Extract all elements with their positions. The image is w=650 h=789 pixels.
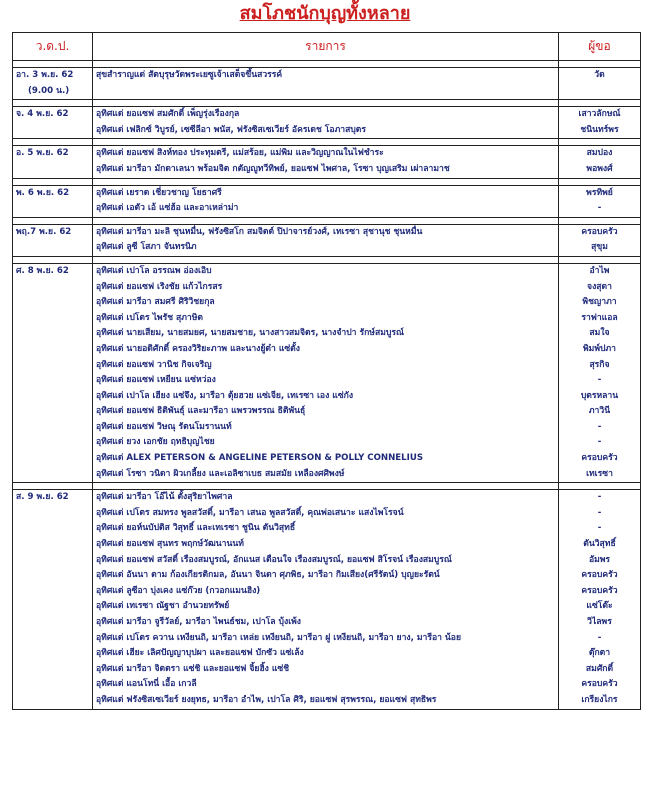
requester-name: วิไลพร [587, 617, 612, 627]
requester-name: - [597, 421, 602, 432]
items-cell [93, 185, 559, 217]
intention-line: อุทิศแด่ ยวง เอกชัย ฤทธิบุญไชย [96, 437, 215, 448]
requester-cell [559, 224, 641, 256]
date-text: พฤ.7 พ.ย. 62 [16, 226, 72, 237]
requester-name: - [597, 523, 602, 534]
header-items: รายการ [93, 33, 559, 61]
date-text: ศ. 8 พ.ย. 62 [16, 265, 69, 276]
intention-line: อุทิศแด่ ยอแซฟ วานิช กิจเจริญ [96, 359, 212, 370]
intention-line: อุทิศแด่ ยอแซฟ ธิติพันธุ์ และมารีอา แพรวพรรณ ธิติพันธุ์ [96, 406, 306, 417]
requester-name: ภาวินี [588, 406, 611, 417]
intention-line: อุทิศแด่ โรซา วนิดา ผิวเกลี้ยง และเอลิซาเบธ สมสมัย เหลืองศศิพงษ์ [96, 468, 345, 479]
spacer-cell [559, 178, 641, 185]
intention-line: อุทิศแด่ มารีอา จิตตรา แซ่ชิ และยอแซฟ จิ้ยฮิ้ง แซ่ชิ [96, 663, 290, 674]
items-cell [93, 224, 559, 256]
requester-name: สมศักดิ์ [585, 663, 614, 674]
intention-line: อุทิศแด่ ฟรังซิสเซเวียร์ ยงยุทธ, มารีอา อำไพ, เปาโล ศิริ, ยอแซฟ สุรพรรณ, ยอแซฟ สุทธิพร [96, 694, 437, 705]
table-row [13, 263, 641, 482]
date-cell [13, 263, 93, 482]
time-text: (9.00 น.) [28, 85, 70, 96]
intention-line: อุทิศแด่ เปโตร ไพรัช สุภาษิต [96, 312, 203, 323]
spacer-cell [13, 61, 93, 68]
intention-line: อุทิศแด่ อันนา ตาม ก้องเกียรติกมล, อันนา จินดา ศุภพิธ, มารีอา กิมเสียง(ศรีรัตน์) บุญยะรัตน์ [96, 570, 440, 581]
requester-cell [559, 146, 641, 178]
intention-line: อุทิศแด่ เปาโล อรรณพ อ่องเอิบ [96, 265, 212, 276]
intention-line: อุทิศแด่ เปโตร ควาน เหงียนถิ, มารีอา เหล่ย เหงียนถิ, มารีอา ฝู เหงียนถิ, มารีอา ยาง, มารีอา น้อย [96, 632, 462, 643]
intention-line: อุทิศแด่ มารีอา สมศรี ศิริวิชยกุล [96, 297, 215, 308]
intention-line: อุทิศแด่ ยอแซฟ สุนทร พฤกษ์วัฒนานนท์ [96, 539, 244, 550]
row-spacer [13, 217, 641, 224]
spacer-cell [559, 61, 641, 68]
row-spacer [13, 100, 641, 107]
requester-name: ครอบครัว [581, 679, 618, 690]
intention-line: อุทิศแด่ มารีอา จูรีวัลย์, มารีอา ไพนธ์ชม, เปาโล บุ้งเพ้ง [96, 617, 301, 627]
spacer-cell [13, 256, 93, 263]
items-cell [93, 107, 559, 139]
date-text: พ. 6 พ.ย. 62 [16, 187, 70, 198]
row-spacer [13, 178, 641, 185]
intention-line: อุทิศแด่ เปาโล เฮียง แซ่จึง, มารีอา ตุ้ยฮวย แซ่เจีย, เทเรซา เอง แซ่กัง [96, 390, 354, 401]
intention-line: อุทิศแด่ ยอแซฟ สิงห์ทอง ประทุมตรี, แม่สร้อย, แม่พิม และวิญญาณในไฟชำระ [96, 148, 384, 159]
intention-line: อุทิศแด่ ยอแซฟ วิษณุ รัตนโมรานนท์ [96, 421, 232, 432]
spacer-cell [559, 217, 641, 224]
intention-line: อุทิศแด่ ลูซี โสภา จันทรนิภ [96, 242, 197, 253]
requester-name: พอพงศ์ [586, 163, 613, 174]
intention-line: อุทิศแด่ มารีอา มะลิ ชุนหมื่น, ฟรังซิสโก สมจิตต์ ปิปาจารย์วงศ์, เทเรซา สุชานุช ชุนหมื่น [96, 226, 423, 237]
spacer-cell [93, 483, 559, 490]
intention-line: อุทิศแด่ ALEX PETERSON & ANGELINE PETERSON & POLLY CONNELIUS [96, 453, 424, 464]
header-row [13, 33, 641, 61]
requester-name: ครอบครัว [581, 570, 618, 581]
items-cell [93, 490, 559, 709]
spacer-cell [13, 178, 93, 185]
row-spacer [13, 256, 641, 263]
date-cell [13, 224, 93, 256]
intention-line: อุทิศแด่ นายอดิศักดิ์ ครองวิริยะภาพ และนางยู้ต๋า แซ่ตั้ง [96, 343, 300, 354]
spacer-cell [559, 139, 641, 146]
spacer-cell [559, 100, 641, 107]
requester-name: ราฟาแอล [581, 312, 618, 323]
table-row [13, 224, 641, 256]
intention-line: อุทิศแด่ ยอแซฟ เริงชัย แก้วไกรสร [96, 281, 223, 292]
intention-line: อุทิศแด่ เปโตร สมทรง พูลสวัสดิ์, มารีอา เสนอ พูลสวัสดิ์, คุณพ่อเสนาะ แสงไพโรจน์ [96, 507, 404, 518]
requester-cell [559, 107, 641, 139]
row-spacer [13, 61, 641, 68]
requester-name: ครอบครัว [581, 453, 618, 464]
intention-line: อุทิศแด่ ยอห์นบัปติส วิสุทธิ์ และเทเรซา ชูนิน ตันวิสุทธิ์ [96, 523, 296, 534]
requester-name: พิมพ์ปภา [583, 343, 616, 354]
table-row [13, 107, 641, 139]
requester-name: ครอบครัว [581, 226, 618, 237]
intention-line: อุทิศแด่ เฮียะ เลิศปัญญาบุปผา และยอแซฟ บักซัว แซ่เล้ง [96, 648, 304, 659]
spacer-cell [93, 217, 559, 224]
document-title: สมโภชนักบุญทั้งหลาย [239, 3, 411, 24]
intention-line: อุทิศแด่ ยอแซฟ สมศักดิ์ เพ็ญรุ่งเรืองกุล [96, 109, 240, 120]
requester-name: - [597, 203, 602, 214]
date-text: ส. 9 พ.ย. 62 [16, 492, 69, 503]
requester-name: สมใจ [589, 328, 610, 339]
date-cell [13, 185, 93, 217]
spacer-cell [13, 139, 93, 146]
requester-name: สุขุม [591, 242, 608, 253]
requester-name: - [597, 632, 602, 643]
table-row [13, 146, 641, 178]
intention-line: อุทิศแด่ เอตัว เอ้ แซ่ฮ้อ และอาเหล่าม่า [96, 203, 239, 214]
header-requester: ผู้ขอ [559, 33, 641, 61]
requester-name: เสาวลักษณ์ [578, 109, 621, 120]
date-cell [13, 490, 93, 709]
table-row [13, 68, 641, 100]
items-cell [93, 68, 559, 100]
requester-name: อัมพร [588, 554, 611, 565]
row-spacer [13, 483, 641, 490]
spacer-cell [13, 100, 93, 107]
intention-line: อุทิศแด่ มารีอา โอ๊ไน้ ตั้งสุริยาไพศาล [96, 492, 233, 503]
intentions-table [12, 32, 641, 710]
table-row [13, 490, 641, 709]
requester-name: - [597, 375, 602, 386]
intention-line: อุทิศแด่ ยอแซฟ เหยียน แซ่หว่อง [96, 375, 216, 386]
requester-name: สุรกิจ [589, 359, 610, 370]
requester-cell [559, 185, 641, 217]
requester-name: ตันวิสุทธิ์ [583, 539, 616, 550]
spacer-cell [93, 100, 559, 107]
requester-name: - [597, 507, 602, 518]
requester-cell [559, 490, 641, 709]
requester-name: แซ่โต๊ะ [586, 601, 613, 612]
requester-name: พิชญาภา [582, 297, 617, 308]
requester-cell [559, 263, 641, 482]
date-cell [13, 146, 93, 178]
table-row [13, 185, 641, 217]
intention-line: อุทิศแด่ เฟลิกซ์ วิบูรย์, เซซีลีอา พนัส, ฟรังซิสเซเวียร์ อัครเดช โอภาสบุตร [96, 124, 366, 135]
intention-line: อุทิศแด่ แอนโทนี่ เอื้อ เกวลี [96, 679, 197, 690]
date-cell [13, 68, 93, 100]
requester-name: พรทิพย์ [586, 187, 613, 198]
date-text: อ. 5 พ.ย. 62 [16, 148, 69, 159]
requester-name: ชนินทร์พร [580, 124, 619, 135]
spacer-cell [559, 256, 641, 263]
requester-name: เทเรซา [586, 468, 613, 479]
requester-name: - [597, 492, 602, 503]
spacer-cell [13, 217, 93, 224]
requester-name: อำไพ [589, 265, 610, 276]
date-text: อา. 3 พ.ย. 62 [16, 70, 74, 80]
intention-line: อุทิศแด่ นายเสียม, นายสมยศ, นายสมชาย, นางสาวสมจิตร, นางจำปา รักษ์สมบูรณ์ [96, 328, 404, 339]
intention-line: อุทิศแด่ มารีอา มักดาเลนา พร้อมจิต กตัญญูทวีทิพย์, ยอแซฟ ไพศาล, โรซา บุญเสริม เผ่าลามาช [96, 163, 450, 174]
requester-name: ตุ๊กตา [588, 648, 611, 659]
requester-name: เกรียงไกร [581, 694, 618, 705]
header-date: ว.ด.ป. [13, 33, 93, 61]
requester-name: วัด [594, 70, 605, 80]
date-cell [13, 107, 93, 139]
intention-line: อุทิศแด่ ลูซีอา บุ่งเคง แซ่ก๊วย (กวอกแมนฮิง) [96, 585, 261, 596]
spacer-cell [93, 178, 559, 185]
requester-name: จงสุดา [587, 281, 612, 292]
date-text: จ. 4 พ.ย. 62 [16, 109, 69, 120]
spacer-cell [93, 139, 559, 146]
spacer-cell [13, 483, 93, 490]
items-cell [93, 146, 559, 178]
spacer-cell [93, 61, 559, 68]
intention-line: อุทิศแด่ เทเรซา ณัฐชา อำนวยทรัพย์ [96, 601, 230, 612]
table-body [13, 61, 641, 710]
requester-name: - [597, 437, 602, 448]
requester-name: ครอบครัว [581, 585, 618, 596]
row-spacer [13, 139, 641, 146]
requester-cell [559, 68, 641, 100]
intention-line: อุทิศแด่ ยอแซฟ สวัสดิ์ เรืองสมบูรณ์, อักแนส เตือนใจ เรืองสมบูรณ์, ยอแซฟ สิโรจน์ เรืองสมบูรณ์ [96, 554, 452, 565]
intention-line: สุขสำราญแด่ สัตบุรุษวัดพระเยซูเจ้าเสด็จขึ้นสวรรค์ [96, 70, 283, 80]
requester-name: บุตรหลาน [580, 390, 619, 401]
spacer-cell [93, 256, 559, 263]
items-cell [93, 263, 559, 482]
intention-line: อุทิศแด่ เยราด เชี่ยวชาญ โยธาศรี [96, 187, 222, 198]
spacer-cell [559, 483, 641, 490]
requester-name: สมปอง [586, 148, 613, 159]
